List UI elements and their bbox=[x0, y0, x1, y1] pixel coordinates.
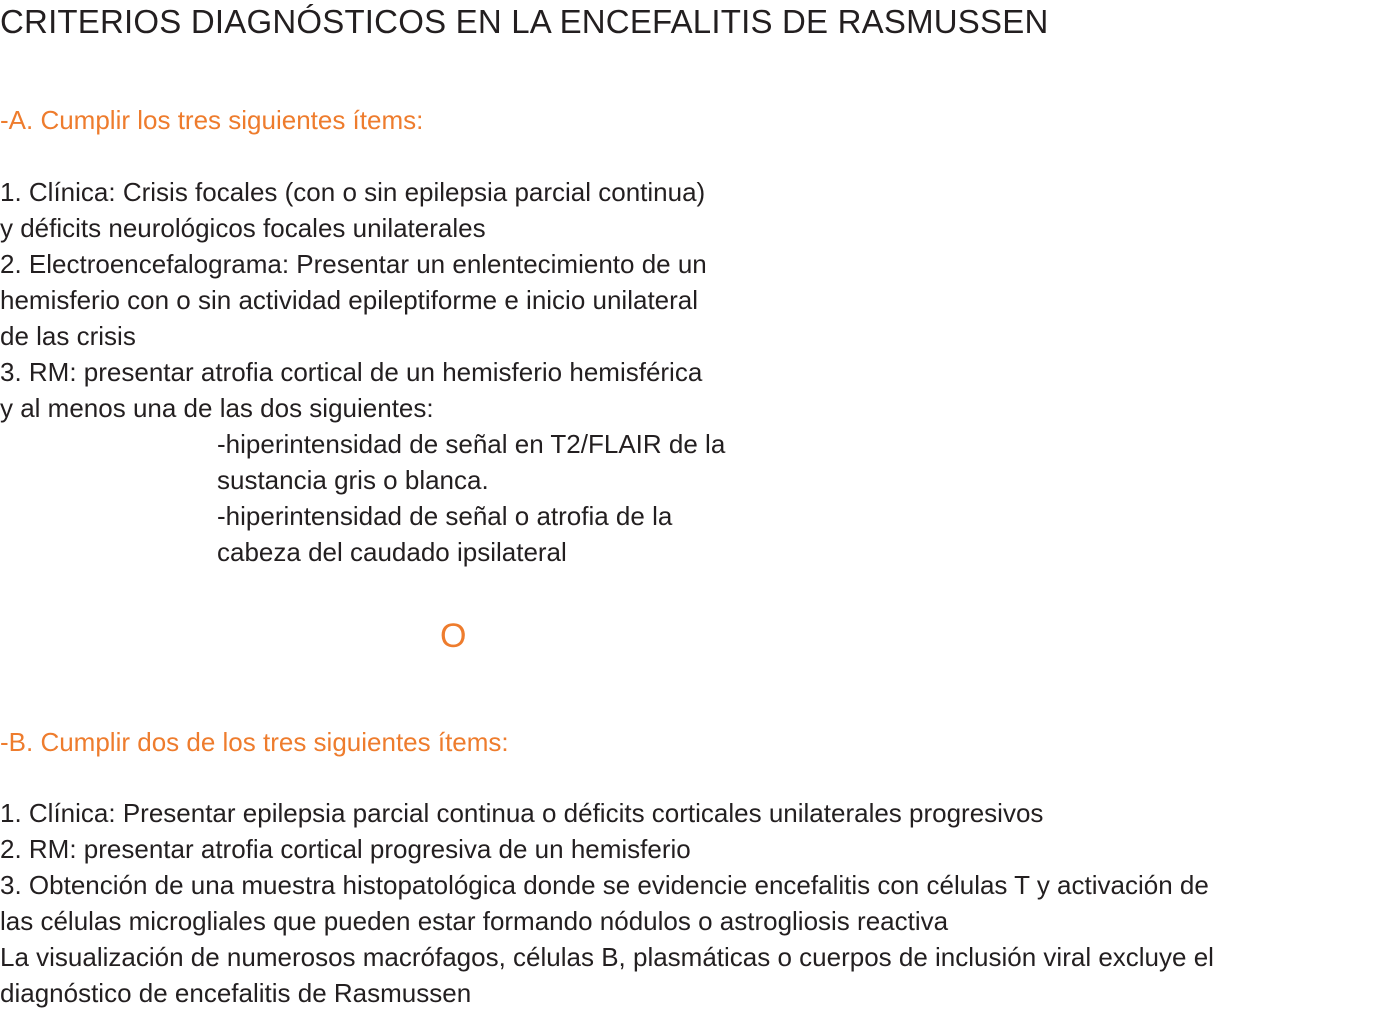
section-b-line: las células microgliales que pueden estar formando nódulos o astrogliosis reactiva bbox=[0, 906, 949, 936]
section-a-sub-line: cabeza del caudado ipsilateral bbox=[217, 537, 567, 567]
section-b-line: diagnóstico de encefalitis de Rasmussen bbox=[0, 978, 472, 1008]
section-a-line: de las crisis bbox=[0, 321, 136, 351]
section-a-line: 3. RM: presentar atrofia cortical de un hemisferio hemisférica bbox=[0, 357, 703, 387]
section-a-line: y déficits neurológicos focales unilaterales bbox=[0, 213, 486, 243]
section-b-line: La visualización de numerosos macrófagos, células B, plasmáticas o cuerpos de inclusión viral excluye el bbox=[0, 942, 1214, 972]
section-a-heading: -A. Cumplir los tres siguientes ítems: bbox=[0, 105, 424, 135]
section-a-sub-line: -hiperintensidad de señal o atrofia de la bbox=[217, 501, 673, 531]
section-b-line: 1. Clínica: Presentar epilepsia parcial continua o déficits corticales unilaterales progresivos bbox=[0, 798, 1044, 828]
section-a-sub-line: sustancia gris o blanca. bbox=[217, 465, 489, 495]
section-b-heading: -B. Cumplir dos de los tres siguientes ítems: bbox=[0, 727, 509, 757]
section-b-line: 2. RM: presentar atrofia cortical progresiva de un hemisferio bbox=[0, 834, 691, 864]
section-a-line: y al menos una de las dos siguientes: bbox=[0, 393, 434, 423]
page-title: CRITERIOS DIAGNÓSTICOS EN LA ENCEFALITIS DE RASMUSSEN bbox=[0, 3, 1049, 40]
or-separator: O bbox=[440, 617, 467, 655]
section-a-sub-line: -hiperintensidad de señal en T2/FLAIR de la bbox=[217, 429, 726, 459]
section-a-line: 2. Electroencefalograma: Presentar un enlentecimiento de un bbox=[0, 249, 707, 279]
section-b-line: 3. Obtención de una muestra histopatológica donde se evidencie encefalitis con células T y activación de bbox=[0, 870, 1209, 900]
section-a-line: hemisferio con o sin actividad epileptiforme e inicio unilateral bbox=[0, 285, 699, 315]
section-a-line: 1. Clínica: Crisis focales (con o sin epilepsia parcial continua) bbox=[0, 177, 706, 207]
